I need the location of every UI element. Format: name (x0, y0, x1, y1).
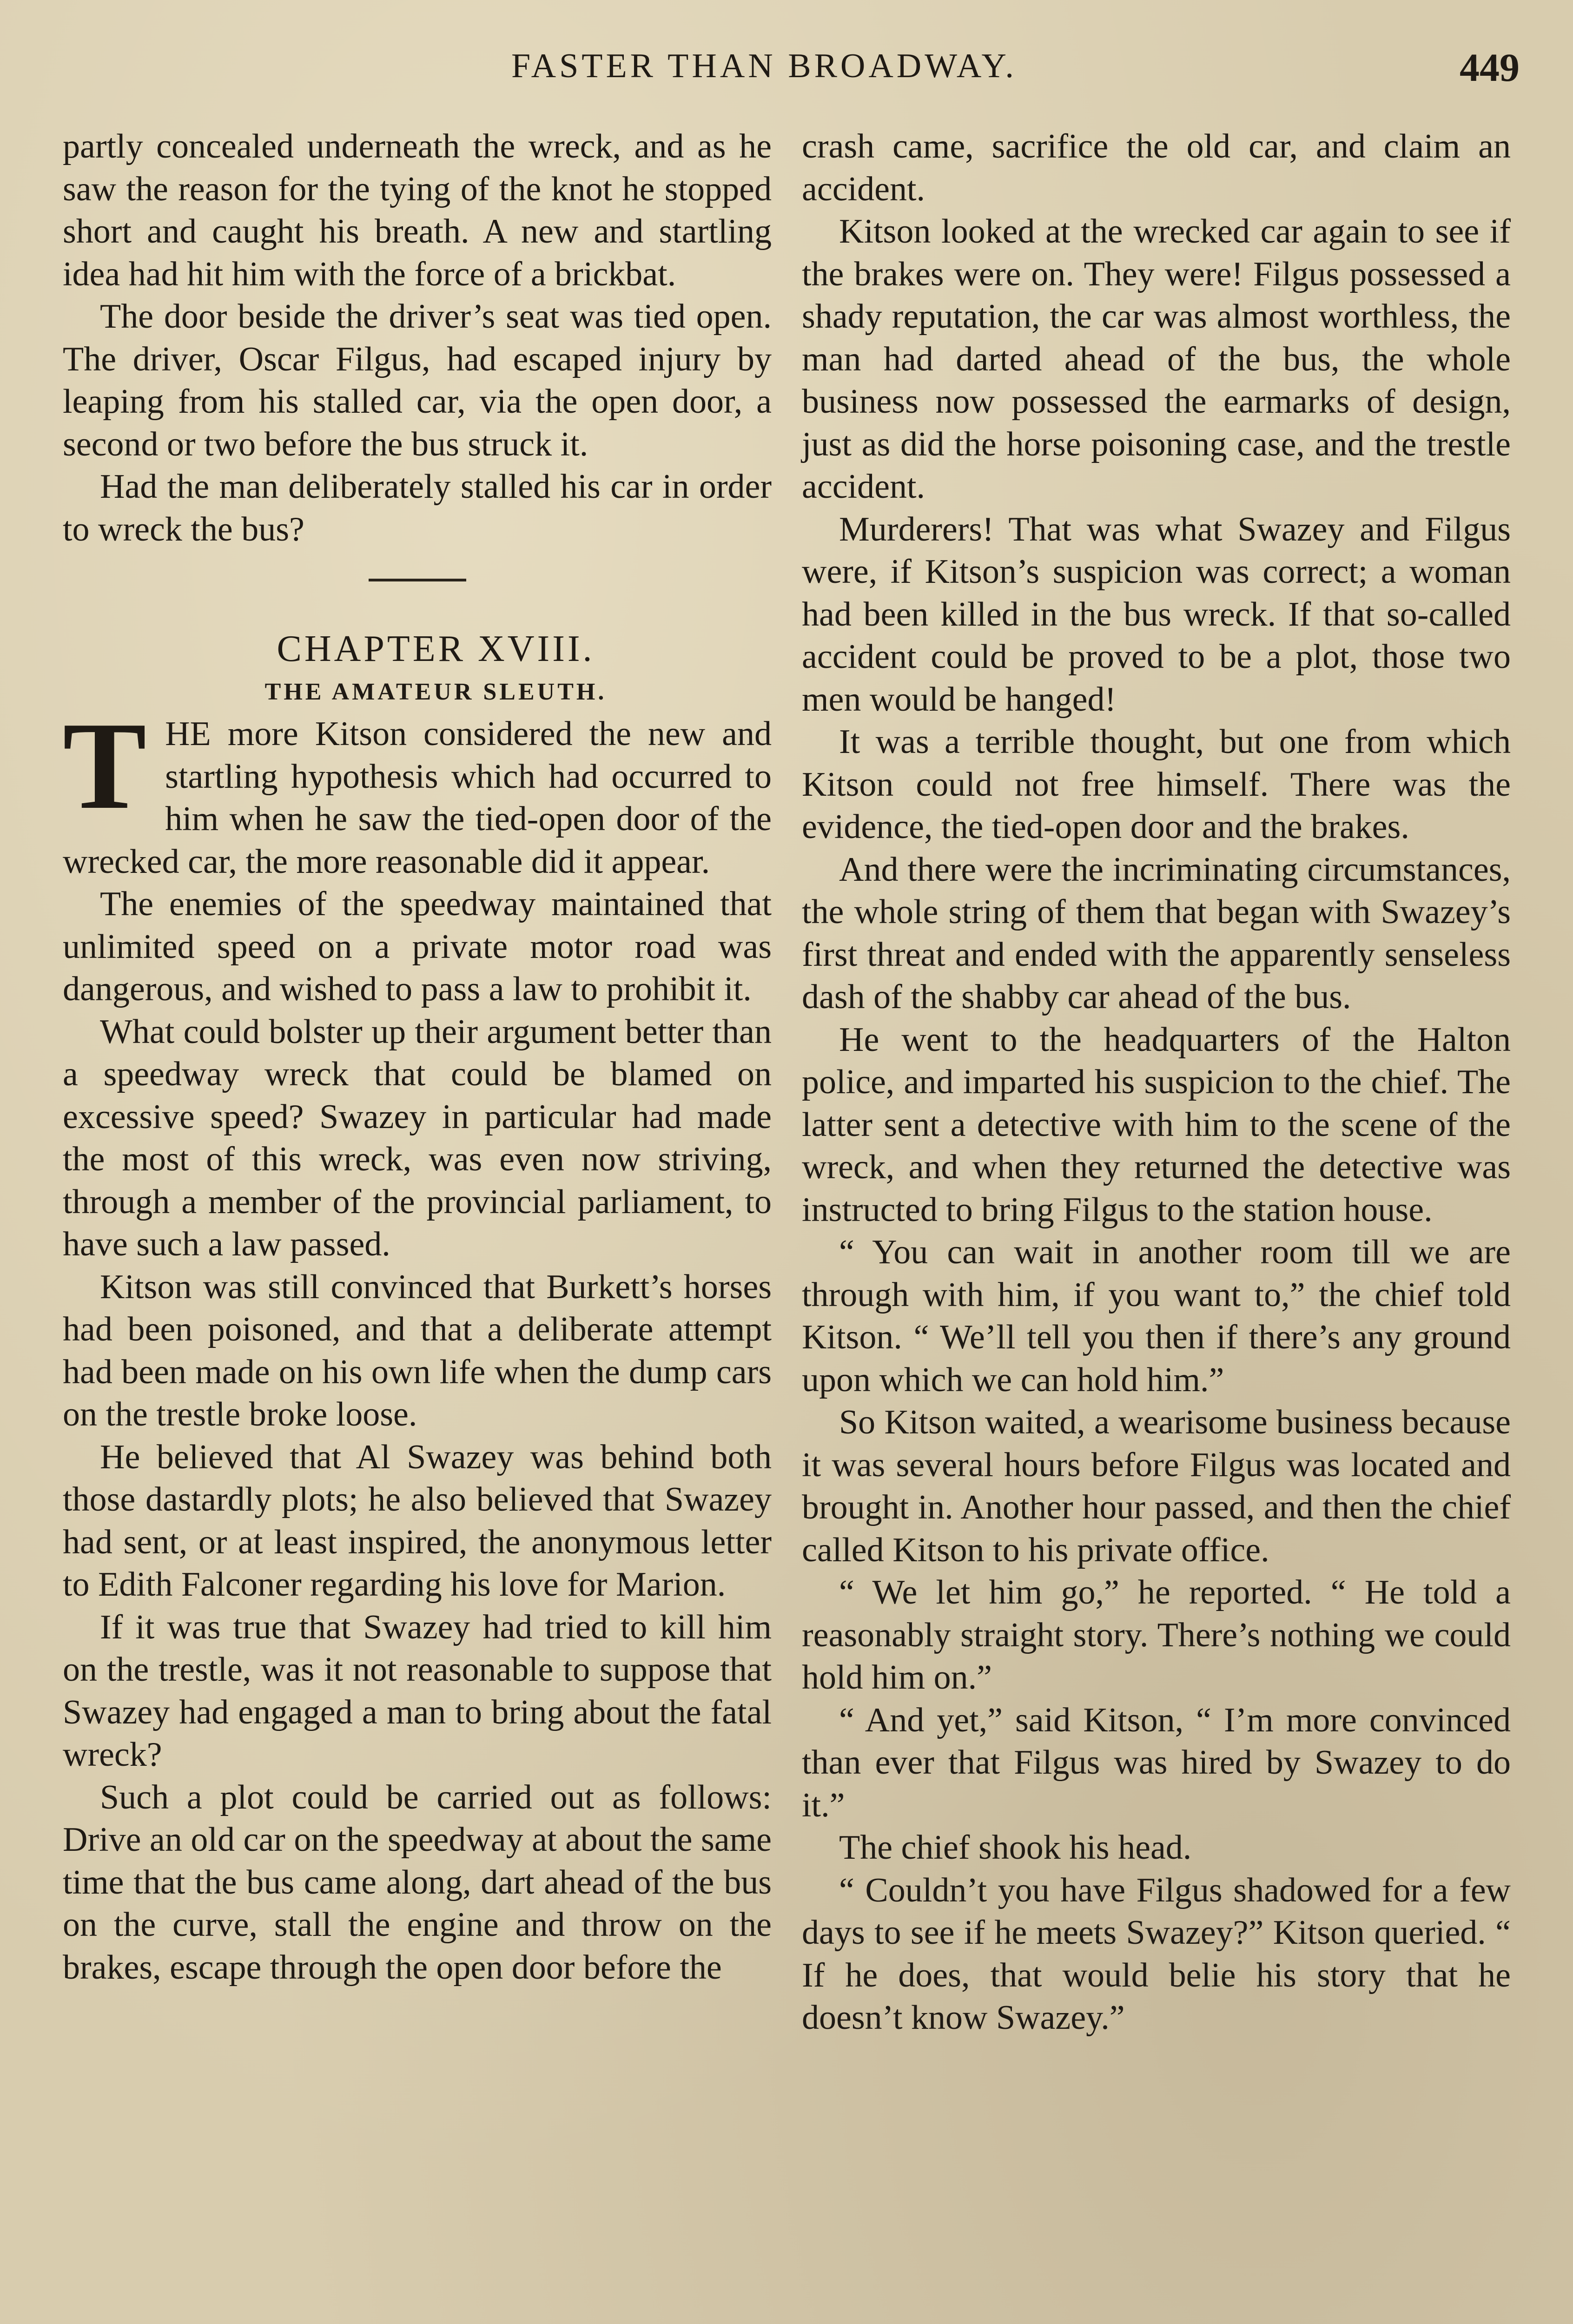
paragraph: Such a plot could be carried out as follows: Drive an old car on the speedway at about the same time that the bus came along, dart ahead of the bus on the curve, stall the engine and throw on the brakes, escape through the open door before the (63, 1778, 772, 1987)
paragraph: crash came, sacrifice the old car, and claim an accident. (802, 127, 1511, 208)
section-divider (369, 579, 466, 581)
paragraph: And there were the incriminating circumstances, the whole string of them that began with Swazey’s first threat and ended with the apparently senseless dash of the shabby car ahead of the bus. (802, 850, 1511, 1016)
left-column (63, 125, 772, 1989)
paragraph: If it was true that Swazey had tried to kill him on the trestle, was it not reasonable to suppose that Swazey had engaged a man to bring about the fatal wreck? (63, 1608, 772, 1774)
paragraph: Murderers! That was what Swazey and Filgus were, if Kitson’s suspicion was correct; a woman had been killed in the bus wreck. If that so-called accident could be proved to be a plot, those two men would be hanged! (802, 510, 1511, 719)
page-number: 449 (1460, 45, 1520, 90)
paragraph: “ We let him go,” he reported. “ He told a reasonably straight story. There’s nothing we could hold him on.” (802, 1573, 1511, 1697)
paragraph: “ Couldn’t you have Filgus shadowed for a few days to see if he meets Swazey?” Kitson queried. “ If he does, that would belie his story that he doesn’t know Swazey.” (802, 1871, 1511, 2037)
paragraph: Had the man deliberately stalled his car in order to wreck the bus? (63, 468, 772, 548)
running-head: FASTER THAN BROADWAY. (511, 47, 1017, 85)
chapter-title: CHAPTER XVIII. (277, 628, 595, 669)
paragraph: The chief shook his head. (839, 1829, 1192, 1867)
paragraph: He believed that Al Swazey was behind both those dastardly plots; he also believed that Swazey had sent, or at least inspired, the anonymous letter to Edith Falconer regarding his love for Marion. (63, 1438, 772, 1604)
paragraph: So Kitson waited, a wearisome business because it was several hours before Filgus was located and brought in. Another hour passed, and then the chief called Kitson to his private office. (802, 1403, 1511, 1569)
right-column (802, 125, 1511, 2040)
paragraph: partly concealed underneath the wreck, and as he saw the reason for the tying of the knot he stopped short and caught his breath. A new and startling idea had hit him with the force of a brickbat. (63, 127, 772, 293)
paragraph: “ And yet,” said Kitson, “ I’m more convinced than ever that Filgus was hired by Swazey to do it.” (802, 1701, 1511, 1824)
drop-cap: T (63, 696, 147, 835)
paragraph: He went to the headquarters of the Halton police, and imparted his suspicion to the chief. The latter sent a detective with him to the scene of the wreck, and when they returned the detective was instructed to bring Filgus to the station house. (802, 1020, 1511, 1229)
paragraph: “ You can wait in another room till we are through with him, if you want to,” the chief told Kitson. “ We’ll tell you then if there’s any ground upon which we can hold him.” (802, 1233, 1511, 1399)
paragraph: Kitson looked at the wrecked car again to see if the brakes were on. They were! Filgus possessed a shady reputation, the car was almost worthless, the man had darted ahead of the bus, the whole business now possessed the earmarks of design, just as did the horse poisoning case, and the trestle accident. (802, 212, 1511, 506)
paragraph: What could bolster up their argument better than a speedway wreck that could be blamed on excessive speed? Swazey in particular had made the most of this wreck, was even now striving, through a member of the provincial parliament, to have such a law passed. (63, 1012, 772, 1263)
paragraph: Kitson was still convinced that Burkett’s horses had been poisoned, and that a deliberate attempt had been made on his own life when the dump cars on the trestle broke loose. (63, 1268, 772, 1433)
paragraph: The door beside the driver’s seat was tied open. The driver, Oscar Filgus, had escaped injury by leaping from his stalled car, via the open door, a second or two before the bus struck it. (63, 297, 772, 463)
opening-paragraph-text: HE more Kitson considered the new and startling hypothesis which had occurred to him when he saw the tied-open door of the wrecked car, the more reasonable did it appear. (63, 715, 772, 881)
paragraph: It was a terrible thought, but one from which Kitson could not free himself. There was the evidence, the tied-open door and the brakes. (802, 723, 1511, 846)
paragraph: The enemies of the speedway maintained that unlimited speed on a private motor road was dangerous, and wished to pass a law to prohibit it. (63, 885, 772, 1008)
opening-paragraph (63, 696, 772, 883)
chapter-subtitle: THE AMATEUR SLEUTH. (264, 678, 607, 705)
